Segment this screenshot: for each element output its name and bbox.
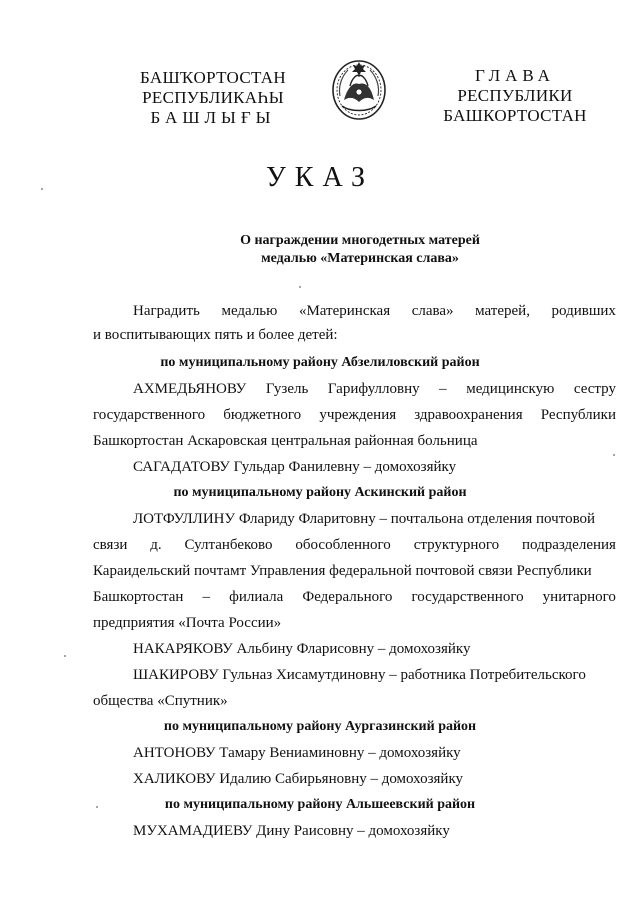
award-lotfullina-line-1: ЛОТФУЛЛИНУ Флариду Фларитовну – почтальона отделения почтовой bbox=[133, 511, 596, 527]
award-lotfullina-line-4 bbox=[93, 588, 616, 606]
intro-word: родивших bbox=[551, 303, 616, 319]
scan-speck bbox=[64, 655, 66, 657]
award-shakirova-line-2: общества «Спутник» bbox=[93, 693, 228, 709]
header-russian-line-2: РЕСПУБЛИКИ bbox=[457, 86, 573, 105]
intro-word: «Материнская bbox=[298, 303, 391, 319]
award-word: учреждения bbox=[319, 407, 397, 423]
header-russian-line-3: БАШКОРТОСТАН bbox=[443, 106, 587, 125]
award-word: государственного bbox=[411, 589, 524, 605]
award-word: – bbox=[202, 589, 211, 605]
coat-of-arms-icon bbox=[330, 56, 388, 122]
intro-word: медалью bbox=[221, 303, 278, 319]
header-bashkir-line-3: БАШЛЫҒЫ bbox=[150, 108, 276, 127]
intro-line-1 bbox=[133, 302, 616, 320]
award-word: структурного bbox=[413, 537, 500, 553]
award-word: обособленного bbox=[295, 537, 391, 553]
decree-subject bbox=[150, 232, 570, 268]
award-shakirova-line-1: ШАКИРОВУ Гульназ Хисамутдиновну – работника Потребительского bbox=[133, 667, 586, 683]
award-nakaryakova: НАКАРЯКОВУ Альбину Фларисовну – домохозяйку bbox=[133, 641, 471, 657]
decree-title: УКАЗ bbox=[265, 162, 375, 193]
subject-line-2: медалью «Материнская слава» bbox=[261, 251, 459, 266]
award-lotfullina-line-2 bbox=[93, 536, 616, 554]
award-word: государственного bbox=[93, 407, 206, 423]
award-word: здравоохранения bbox=[414, 407, 523, 423]
award-word: АХМЕДЬЯНОВУ bbox=[133, 381, 247, 397]
award-word: медицинскую bbox=[466, 381, 555, 397]
header-bashkir-line-1: БАШҠОРТОСТАН bbox=[140, 68, 286, 87]
header-bashkir bbox=[118, 68, 308, 128]
district-heading: по муниципальному району Альшеевский район bbox=[164, 797, 476, 812]
district-heading: по муниципальному району Аскинский район bbox=[173, 485, 467, 500]
award-word: филиала bbox=[229, 589, 284, 605]
scan-speck bbox=[299, 286, 301, 288]
award-word: д. bbox=[150, 537, 162, 553]
intro-line-2: и воспитывающих пять и более детей: bbox=[93, 327, 338, 343]
intro-word: матерей, bbox=[475, 303, 530, 319]
award-lotfullina-line-5: предприятия «Почта России» bbox=[93, 615, 282, 631]
header-bashkir-line-2: РЕСПУБЛИКАҺЫ bbox=[142, 88, 284, 107]
award-word: сестру bbox=[573, 381, 616, 397]
award-word: бюджетного bbox=[223, 407, 302, 423]
award-word: – bbox=[439, 381, 447, 397]
scan-speck bbox=[96, 806, 98, 808]
header-russian bbox=[430, 66, 600, 126]
award-word: Федерального bbox=[302, 589, 393, 605]
award-mukhamadieva: МУХАМАДИЕВУ Дину Раисовну – домохозяйку bbox=[133, 823, 450, 839]
header-russian-line-1: ГЛАВА bbox=[475, 66, 555, 85]
subject-line-1: О награждении многодетных матерей bbox=[240, 233, 480, 248]
district-heading: по муниципальному району Аургазинский район bbox=[163, 719, 477, 734]
award-akhmedyanova-line-3: Башкортостан Аскаровская центральная районная больница bbox=[93, 433, 478, 449]
scan-speck bbox=[41, 188, 43, 190]
intro-word: Наградить bbox=[133, 303, 200, 319]
award-word: Султанбеково bbox=[184, 537, 273, 553]
award-word: связи bbox=[93, 537, 128, 553]
award-word: унитарного bbox=[542, 589, 616, 605]
award-word: Башкортостан bbox=[93, 589, 184, 605]
scan-speck bbox=[613, 454, 615, 456]
award-lotfullina-line-3: Караидельский почтамт Управления федеральной почтовой связи Республики bbox=[93, 563, 592, 579]
award-sagadatova: САГАДАТОВУ Гульдар Фанилевну – домохозяйку bbox=[133, 459, 457, 475]
district-heading: по муниципальному району Абзелиловский район bbox=[160, 355, 480, 370]
award-khalikova: ХАЛИКОВУ Идалию Сабирьяновну – домохозяйку bbox=[133, 771, 464, 787]
award-akhmedyanova-line-1 bbox=[133, 380, 616, 398]
award-word: Гузель bbox=[265, 381, 309, 397]
intro-word: слава» bbox=[411, 303, 454, 319]
award-word: Республики bbox=[540, 407, 616, 423]
award-antonova: АНТОНОВУ Тамару Вениаминовну – домохозяйку bbox=[133, 745, 461, 761]
award-word: подразделения bbox=[522, 537, 616, 553]
award-word: Гарифулловну bbox=[327, 381, 420, 397]
award-akhmedyanova-line-2 bbox=[93, 406, 616, 424]
